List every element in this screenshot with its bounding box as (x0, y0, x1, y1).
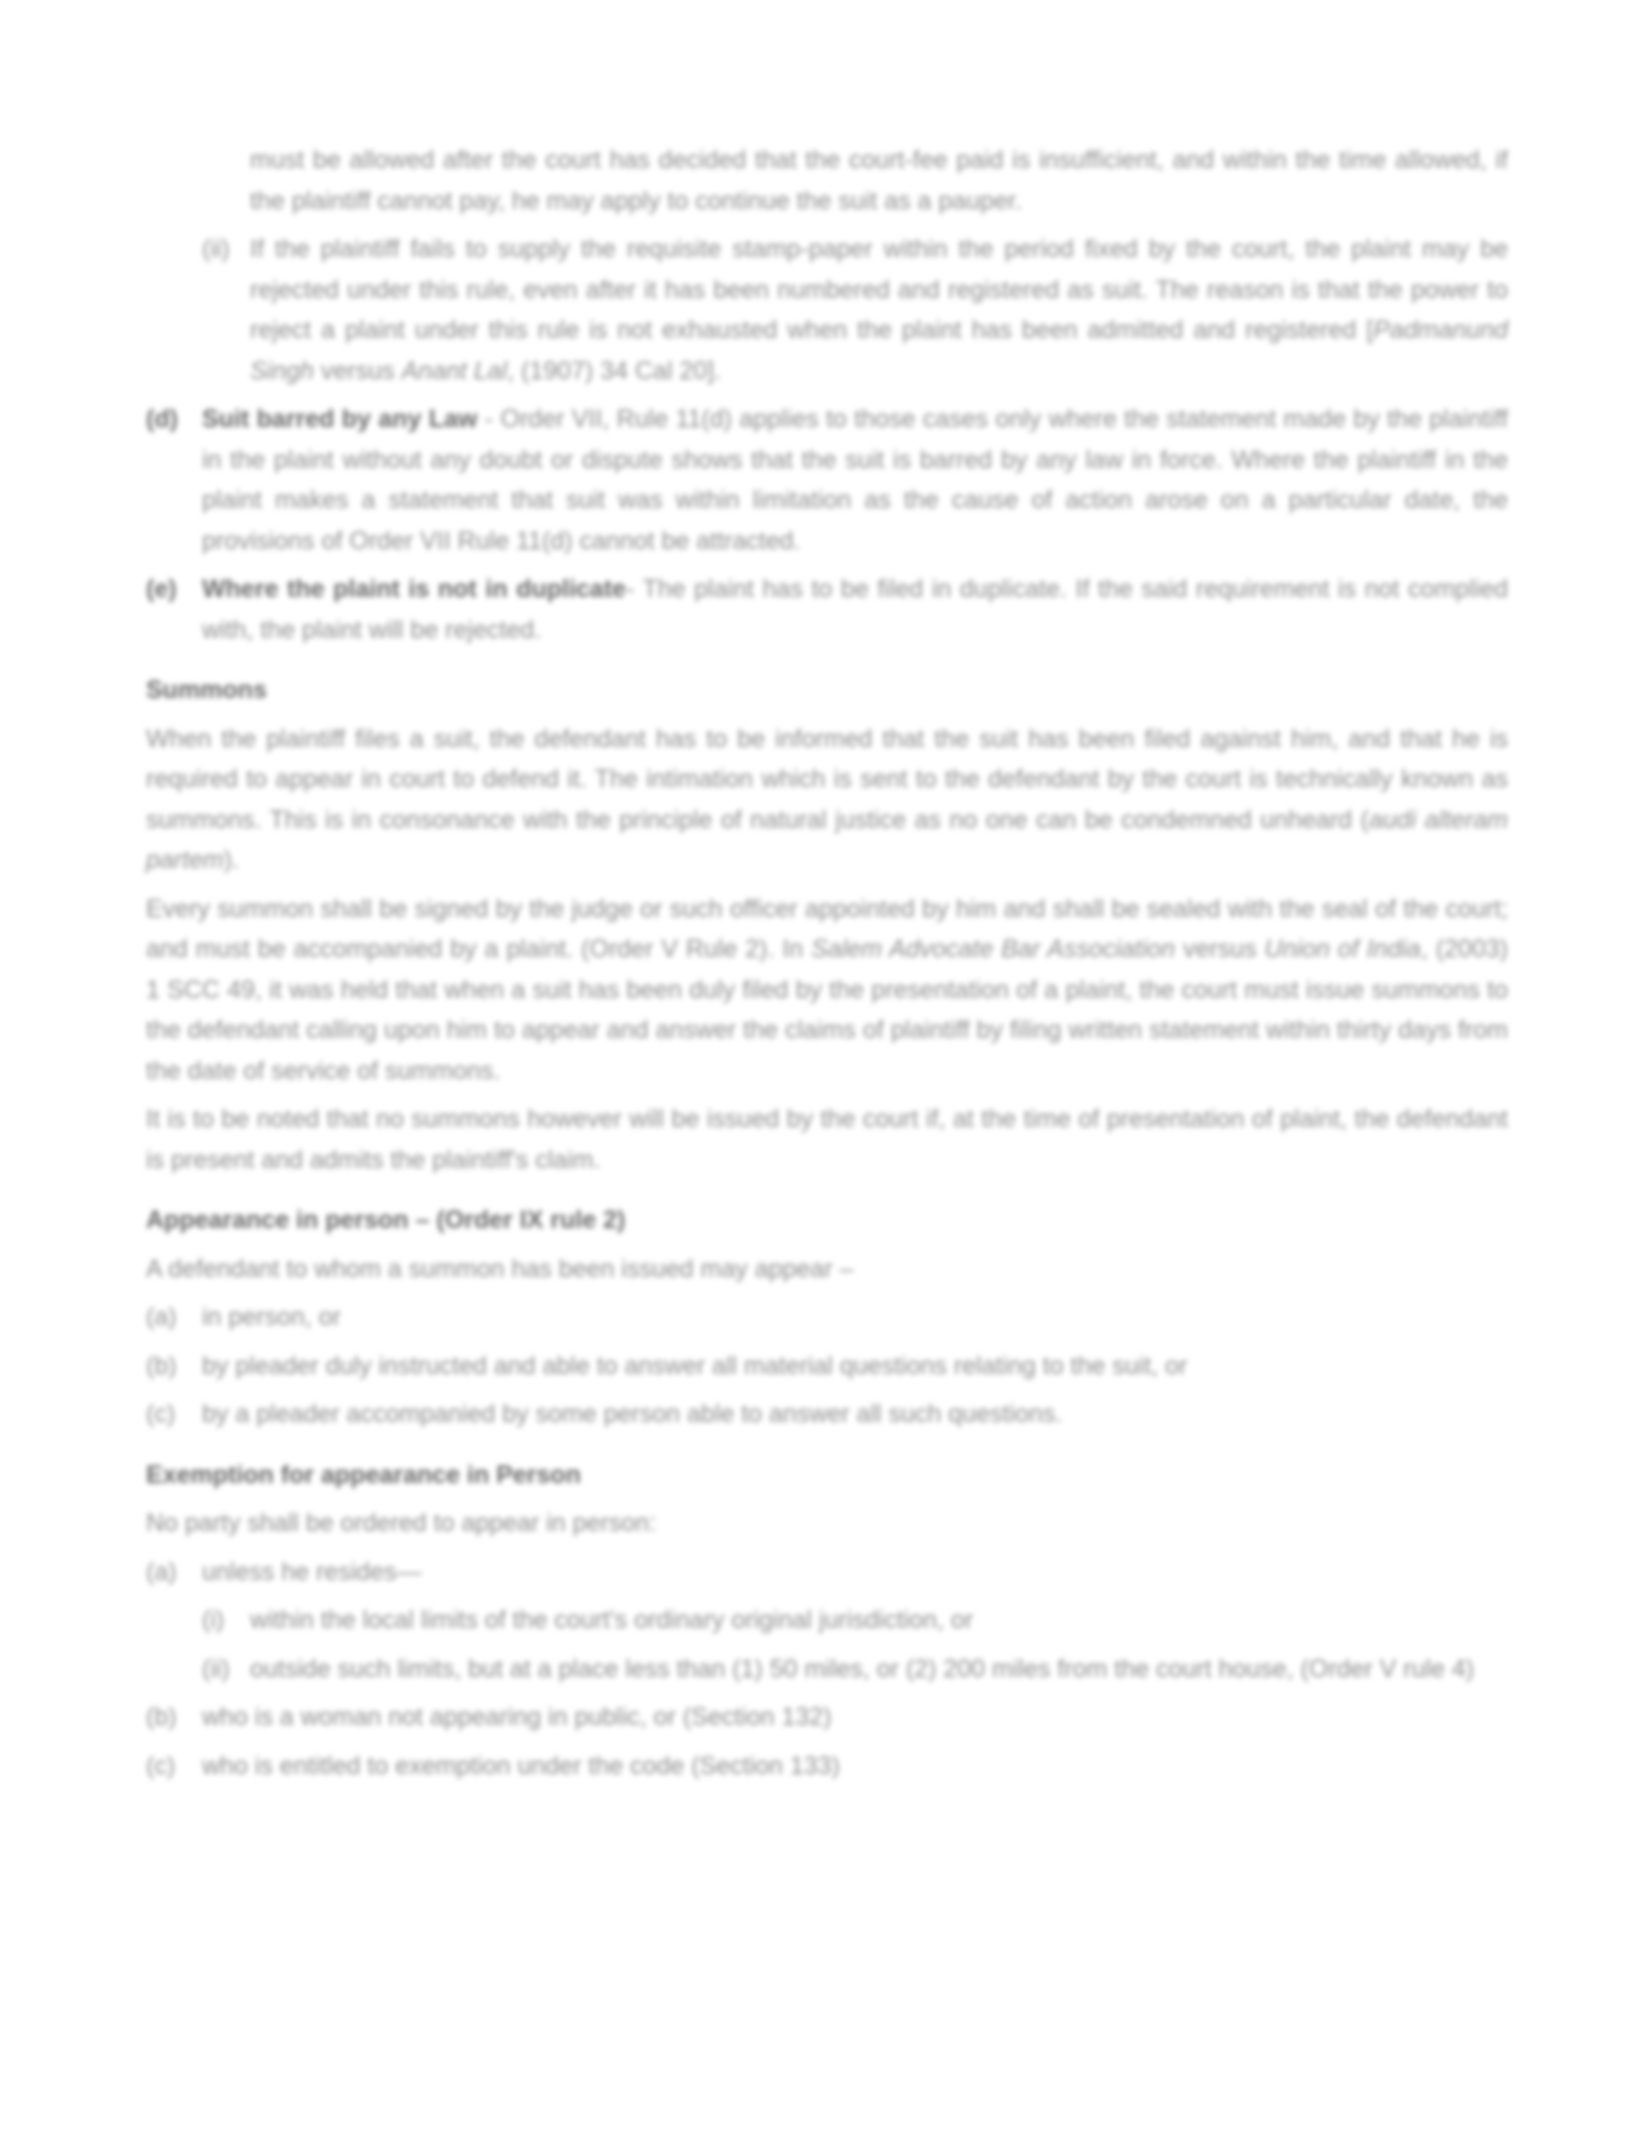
clause-title: Suit barred by any Law (202, 405, 478, 433)
list-item (146, 1346, 1508, 1387)
paragraph (146, 719, 1508, 881)
case-name: Union of India (1264, 935, 1421, 963)
list-item (146, 1394, 1508, 1435)
list-item-text: outside such limits, but at a place less than (1) 50 miles, or (2) 200 miles from the court house, (Order V rule 4) (250, 1654, 1475, 1683)
list-marker: (c) (146, 1751, 176, 1780)
case-name: Padmanund Singh (250, 316, 1508, 385)
list-item-text (202, 399, 1508, 561)
list-item-text (202, 569, 1508, 650)
paragraph: No party shall be ordered to appear in person: (146, 1509, 657, 1537)
case-name: Anant Lal (401, 356, 508, 385)
list-item-text: in person, or (202, 1303, 341, 1331)
list-item (146, 1746, 1508, 1787)
list-marker: (b) (146, 1351, 177, 1380)
citation: , (1907) 34 Cal 20]. (507, 356, 722, 385)
list-item-text (250, 229, 1508, 391)
list-item-text: by pleader duly instructed and able to answer all material questions relating to the suit, or (202, 1351, 1188, 1380)
list-marker: (b) (146, 1703, 177, 1731)
latin-phrase: audi alteram partem (146, 805, 1508, 874)
list-item-text: by a pleader accompanied by some person able to answer all such questions. (202, 1400, 1063, 1428)
paragraph: A defendant to whom a summon has been issued may appear – (146, 1254, 854, 1283)
versus-text: versus (313, 356, 402, 385)
section-heading-exemption: Exemption for appearance in Person (146, 1460, 581, 1489)
list-item-text: unless he resides— (202, 1557, 422, 1586)
list-marker: (ii) (202, 1654, 230, 1683)
clause-c-ii (202, 229, 1508, 391)
clause-text: - Order VII, Rule 11(d) applies to those cases only where the statement made by the plaintiff in the plaint without any doubt or dispute shows that the suit is barred by any law in force. Where the plaintiff in the plaint makes a statement that suit was within limitation as the cause of action arose on a particular date, the provisions of Order VII Rule 11(d) cannot be attracted. (202, 405, 1509, 555)
list-item (146, 1697, 1508, 1738)
list-marker: (a) (146, 1557, 177, 1586)
section-heading-summons: Summons (146, 676, 267, 704)
paragraph-text: When the plaintiff files a suit, the defendant has to be informed that the suit has been filed against him, and that he is required to appear in court to defend it. The intimation which is sent to the defendant by the court is technically known as summons. This is in consonance with the principle of natural justice as no one can be condemned unheard ( (146, 724, 1508, 834)
clause-text: If the plaintiff fails to supply the requisite stamp-paper within the period fixed by the court, the plaint may be rejected under this rule, even after it has been numbered and registered as suit. The reason is that the power to reject a plaint under this rule is not exhausted when the plaint has been admitted and registered [ (250, 235, 1508, 344)
clause-text: - The plaint has to be filed in duplicate. If the said requirement is not complied with, the plaint will be rejected. (202, 575, 1508, 644)
clause-d (146, 399, 1508, 561)
paragraph (146, 889, 1508, 1092)
list-marker: (a) (146, 1303, 177, 1331)
list-item (146, 1552, 1508, 1593)
list-item-text: who is a woman not appearing in public, or (Section 132) (202, 1703, 832, 1731)
paragraph-text: ). (223, 846, 240, 874)
paragraph-text: Every summon shall be signed by the judge or such officer appointed by him and shall be sealed with the seal of the court; and must be accompanied by a plaint. (Order V Rule 2). In (146, 894, 1508, 963)
paragraph: It is to be noted that no summons however will be issued by the court if, at the time of presentation of plaint, the defendant is present and admits the plaintiff's claim. (146, 1105, 1508, 1174)
clause-e (146, 569, 1508, 650)
versus-text: versus (1175, 935, 1265, 963)
list-subitem (202, 1649, 1508, 1690)
list-item (146, 1297, 1508, 1338)
list-marker: (i) (202, 1606, 225, 1634)
list-marker: (c) (146, 1400, 176, 1428)
list-subitem (202, 1600, 1508, 1641)
list-item-text: within the local limits of the court's ordinary original jurisdiction, or (250, 1606, 974, 1634)
document-page (146, 140, 1508, 1794)
paragraph-text: , (2003) 1 SCC 49, it was held that when a suit has been duly filed by the presentation of a plaint, the court must issue summons to the defendant calling upon him to appear and answer the claims of plaintiff by filing written statement within thirty days from the date of service of summons. (146, 935, 1508, 1085)
clause-c-continuation: must be allowed after the court has decided that the court-fee paid is insufficient, and within the time allowed, if the plaintiff cannot pay, he may apply to continue the suit as a pauper. (250, 146, 1508, 215)
list-marker: (ii) (202, 235, 230, 263)
list-marker: (d) (146, 405, 178, 433)
list-item-text: who is entitled to exemption under the code (Section 133) (202, 1751, 840, 1780)
section-heading-appearance: Appearance in person – (Order IX rule 2) (146, 1206, 626, 1234)
list-marker: (e) (146, 575, 177, 603)
case-name: Salem Advocate Bar Association (811, 935, 1175, 963)
clause-title: Where the plaint is not in duplicate (202, 575, 626, 603)
